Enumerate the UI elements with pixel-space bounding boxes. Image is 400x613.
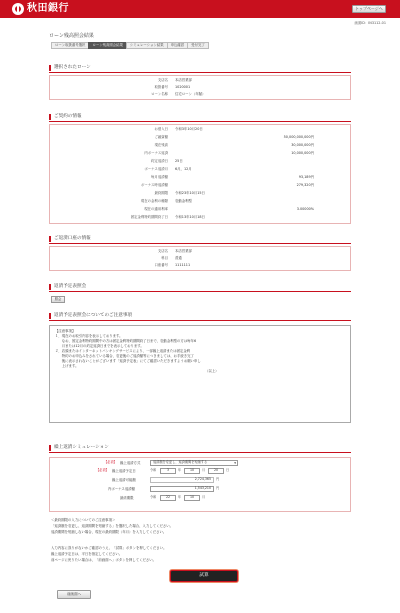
contract-label: お借入日 — [154, 127, 168, 131]
repayment-method-select[interactable] — [150, 460, 238, 466]
contract-label: 現在残高 — [154, 143, 168, 147]
footer-note: 繰上返済予定日は、平日を指定してください。 — [51, 552, 123, 556]
day-unit: 日 — [226, 468, 230, 472]
contract-row — [50, 182, 350, 189]
contract-amount: 279,320円 — [296, 183, 314, 187]
contract-row — [50, 190, 350, 197]
contract-value: 変動金利型 — [175, 199, 192, 203]
required-badge: 【必須】 — [104, 460, 117, 464]
contract-label: ご融資額 — [154, 135, 168, 139]
amount-label: 繰上返済可能額 — [112, 478, 136, 482]
top-page-button[interactable]: トップページへ — [352, 5, 386, 13]
repay-day-input[interactable]: 20 — [208, 468, 224, 474]
notes-line: なお、固定金利特約期間中の方は固定金利特約期間終了日まで、変動金利型の方は毎年6 — [55, 339, 197, 343]
notes-textarea[interactable] — [49, 325, 351, 423]
step-2-current: ローン残高照会結果 — [88, 42, 126, 49]
account-value: 1111111 — [175, 263, 191, 267]
bank-logo-icon — [12, 3, 24, 15]
section-title-notes: 返済予定表照会についてのご注意事項 — [49, 313, 132, 319]
contract-value: 令和13年10月18日 — [175, 215, 205, 219]
section-title-schedule: 返済予定表照会 — [49, 284, 86, 290]
section-divider — [49, 121, 351, 122]
loan-info-box — [49, 75, 351, 100]
loan-row — [50, 77, 350, 84]
era-label: 令和 — [150, 468, 157, 472]
account-label: 科目 — [161, 256, 168, 260]
section-divider — [49, 320, 351, 321]
calculate-button[interactable]: 試算 — [170, 570, 238, 582]
repay-year-input[interactable]: 3 — [160, 468, 176, 474]
footer-note: 入力内容に誤りがないかご確認のうえ、「試算」ボタンを押してください。 — [51, 546, 167, 550]
contract-label: 固定金利特約期間終了日 — [130, 215, 168, 219]
contract-info-box — [49, 124, 351, 224]
notes-line: 上げます。 — [55, 364, 79, 368]
contract-amount: 93,189円 — [298, 175, 314, 179]
yen-unit: 円 — [216, 486, 220, 490]
account-value: 普通 — [175, 256, 182, 260]
step-4: 申込確認 — [167, 42, 189, 49]
step-navigation — [51, 42, 208, 49]
notes-line: 【注意事項】 — [55, 329, 76, 333]
account-label: 支店名 — [157, 249, 168, 253]
bonus-amount-input[interactable]: 1,543,210 — [150, 486, 214, 492]
repayment-method-value: 返済額を変更し、返済期間を短縮する — [153, 460, 208, 465]
year-unit: 年 — [178, 468, 182, 472]
contract-label: 現在の適用利率 — [144, 207, 168, 211]
header-bar — [0, 0, 400, 18]
footer-note: 「返済額を変更し、返済期間を短縮する」を選択した場合、入力してください。 — [51, 524, 174, 528]
back-button[interactable]: 前画面へ — [57, 590, 91, 599]
notes-line: 月または12月の約定返済日までを表示しております。 — [55, 344, 144, 348]
contract-label: ボーナス返済月 — [144, 167, 168, 171]
era-label: 令和 — [150, 495, 157, 499]
method-label: 繰上返済方式 — [120, 461, 141, 465]
loan-label: 取扱番号 — [154, 85, 168, 89]
section-title-simulation: 繰上返済シミュレーション — [49, 445, 109, 451]
section-divider — [49, 452, 351, 453]
section-divider — [49, 291, 351, 292]
contract-value: 6月，12月 — [175, 167, 192, 171]
contract-row — [50, 134, 350, 141]
account-value: 本店営業部 — [175, 249, 192, 253]
year-unit: 年 — [178, 495, 182, 499]
contract-row — [50, 142, 350, 149]
footer-note: 前ページに戻りたい場合は、「前画面へ」ボタンを押してください。 — [51, 558, 157, 562]
loan-value: 住宅ローン（年賦） — [175, 92, 206, 96]
contract-value: 25日 — [175, 159, 183, 163]
contract-row — [50, 214, 350, 221]
notes-end: （以上） — [205, 369, 219, 373]
step-3: シミュレーション結果 — [126, 42, 168, 49]
footer-note: ＜最終期限の入力についてのご注意事項＞ — [51, 518, 116, 522]
contract-value: 令和3年10月20日 — [175, 127, 203, 131]
section-title-contract: ご契約の情報 — [49, 114, 82, 120]
step-5: 受付完了 — [187, 42, 209, 49]
loan-label: 支店名 — [157, 78, 168, 82]
contract-row — [50, 126, 350, 133]
page-title: ローン残高照会結果 — [49, 33, 94, 39]
contract-label: 内ボーナス返済 — [144, 151, 168, 155]
bank-logo — [12, 3, 69, 15]
contract-label: 現在の金利の種類 — [140, 199, 168, 203]
footer-note: 返済期間を短縮しない場合、現在の最終期限（年月）を入力してください。 — [51, 530, 167, 534]
notes-line: 後に表示されないことがございます「返済予定表」にてご確認いただきますようお願い申し — [55, 359, 201, 363]
step-1: ローン取扱番号選択 — [51, 42, 89, 49]
contract-amount: 10,000,000円 — [291, 151, 314, 155]
term-year-input[interactable]: 22 — [160, 495, 176, 501]
loan-value: 本店営業部 — [175, 78, 192, 82]
contract-label: ボーナス時返済額 — [141, 183, 168, 187]
loan-value: 1020001 — [175, 85, 191, 89]
yen-unit: 円 — [216, 477, 220, 481]
notes-line: ２．店頭またはインターネットバンキングサービスにより、一部繰上返済または固定金利 — [55, 349, 191, 353]
contract-value: 令和23年10月15日 — [175, 191, 205, 195]
repay-month-input[interactable]: 10 — [184, 468, 200, 474]
month-unit: 月 — [202, 495, 206, 499]
repayable-amount-field: 2,724,365 — [150, 477, 214, 483]
section-divider — [49, 243, 351, 244]
term-month-input[interactable]: 10 — [184, 495, 200, 501]
contract-row — [50, 198, 350, 205]
screen-id: 画面ID：IN3112-01 — [354, 21, 386, 25]
contract-row — [50, 174, 350, 181]
loan-row — [50, 84, 350, 91]
contract-label: 毎月返済額 — [151, 175, 168, 179]
section-divider — [49, 72, 351, 73]
notes-line: 特約のお申込みをされている場合、変更後のご返済額等につきましては、お手続き完了 — [55, 354, 194, 358]
term-label: 最終期限 — [120, 496, 134, 500]
contract-amount: 50,000,000,000円 — [283, 135, 314, 139]
contract-label: 約定返済日 — [151, 159, 168, 163]
required-badge: 【必須】 — [96, 468, 109, 472]
month-unit: 月 — [202, 468, 206, 472]
contract-row — [50, 158, 350, 165]
section-title-account: ご返済口座の情報 — [49, 236, 91, 242]
simulation-box — [49, 457, 351, 512]
account-label: 口座番号 — [154, 263, 168, 267]
bank-name: 秋田銀行 — [27, 3, 69, 14]
date-label: 繰上返済予定日 — [112, 469, 136, 473]
loan-row — [50, 91, 350, 98]
bonus-label: 内ボーナス返済額 — [108, 487, 135, 491]
loan-label: ローン名称 — [151, 92, 168, 96]
account-info-box — [49, 246, 351, 271]
contract-row — [50, 166, 350, 173]
account-row — [50, 248, 350, 255]
schedule-inquiry-button[interactable]: 照会 — [51, 296, 65, 303]
contract-amount: 30,000,000円 — [291, 143, 314, 147]
contract-label: 最終期限 — [154, 191, 168, 195]
contract-row — [50, 206, 350, 213]
account-row — [50, 255, 350, 262]
notes-line: １．現在のお取引内容を表示しております。 — [55, 334, 123, 338]
contract-amount: 3.00000% — [296, 207, 314, 211]
account-row — [50, 262, 350, 269]
contract-row — [50, 150, 350, 157]
section-title-loan: 選択されたローン — [49, 65, 91, 71]
